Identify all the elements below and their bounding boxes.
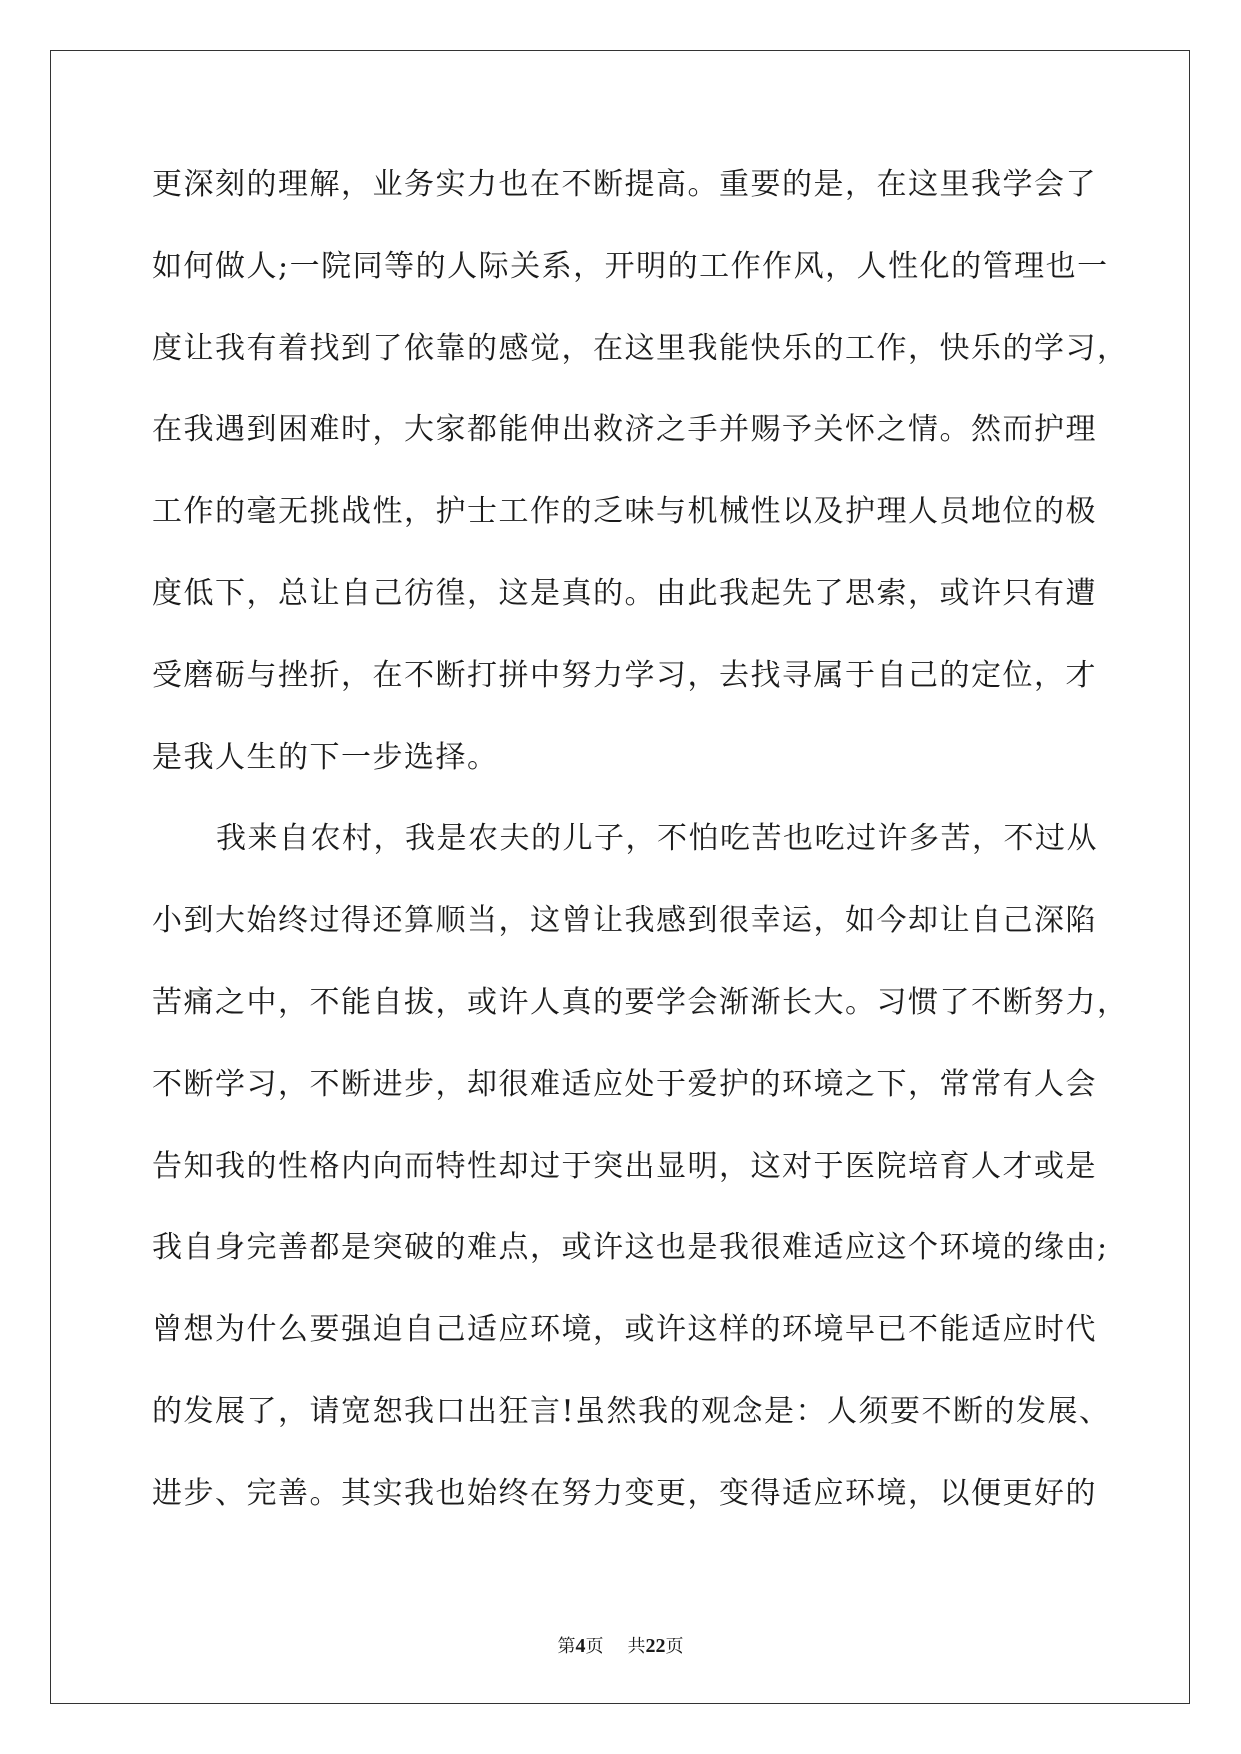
- total-prefix: 共: [627, 1636, 646, 1657]
- text-line: 苦痛之中，不能自拔，或许人真的要学会渐渐长大。习惯了不断努力，: [152, 984, 1129, 1020]
- total-suffix: 页: [665, 1636, 684, 1657]
- document-body: [152, 152, 1129, 1543]
- text-line: 如何做人;一院同等的人际关系，开明的工作作风，人性化的管理也一: [152, 248, 1109, 284]
- text-line: 的发展了，请宽恕我口出狂言!虽然我的观念是：人须要不断的发展、: [152, 1393, 1111, 1429]
- paragraph-start-line: 我来自农村，我是农夫的儿子，不怕吃苦也吃过许多苦，不过从: [216, 821, 1098, 857]
- text-line: 受磨砺与挫折，在不断打拼中努力学习，去找寻属于自己的定位，才: [152, 657, 1097, 693]
- text-line: 小到大始终过得还算顺当，这曾让我感到很幸运，如今却让自己深陷: [152, 903, 1097, 939]
- text-line: 我自身完善都是突破的难点，或许这也是我很难适应这个环境的缘由;: [152, 1230, 1109, 1266]
- text-line: 工作的毫无挑战性，护士工作的乏味与机械性以及护理人员地位的极: [152, 494, 1097, 530]
- total-pages: 22: [645, 1635, 666, 1657]
- text-line: 告知我的性格内向而特性却过于突出显明，这对于医院培育人才或是: [152, 1148, 1097, 1184]
- page-footer: [0, 1632, 1241, 1658]
- text-line: 度低下，总让自己彷徨，这是真的。由此我起先了思索，或许只有遭: [152, 575, 1097, 611]
- text-line: 是我人生的下一步选择。: [152, 739, 499, 775]
- text-line: 不断学习，不断进步，却很难适应处于爱护的环境之下，常常有人会: [152, 1066, 1097, 1102]
- page-suffix: 页: [585, 1636, 604, 1657]
- page-prefix: 第: [557, 1636, 576, 1657]
- text-line: 度让我有着找到了依靠的感觉，在这里我能快乐的工作，快乐的学习，: [152, 330, 1129, 366]
- text-line: 在我遇到困难时，大家都能伸出救济之手并赐予关怀之情。然而护理: [152, 412, 1097, 448]
- page-number: 4: [575, 1635, 586, 1657]
- text-line: 更深刻的理解，业务实力也在不断提高。重要的是，在这里我学会了: [152, 167, 1097, 202]
- text-line: 曾想为什么要强迫自己适应环境，或许这样的环境早已不能适应时代: [152, 1312, 1097, 1348]
- text-line: 进步、完善。其实我也始终在努力变更，变得适应环境，以便更好的: [152, 1475, 1097, 1511]
